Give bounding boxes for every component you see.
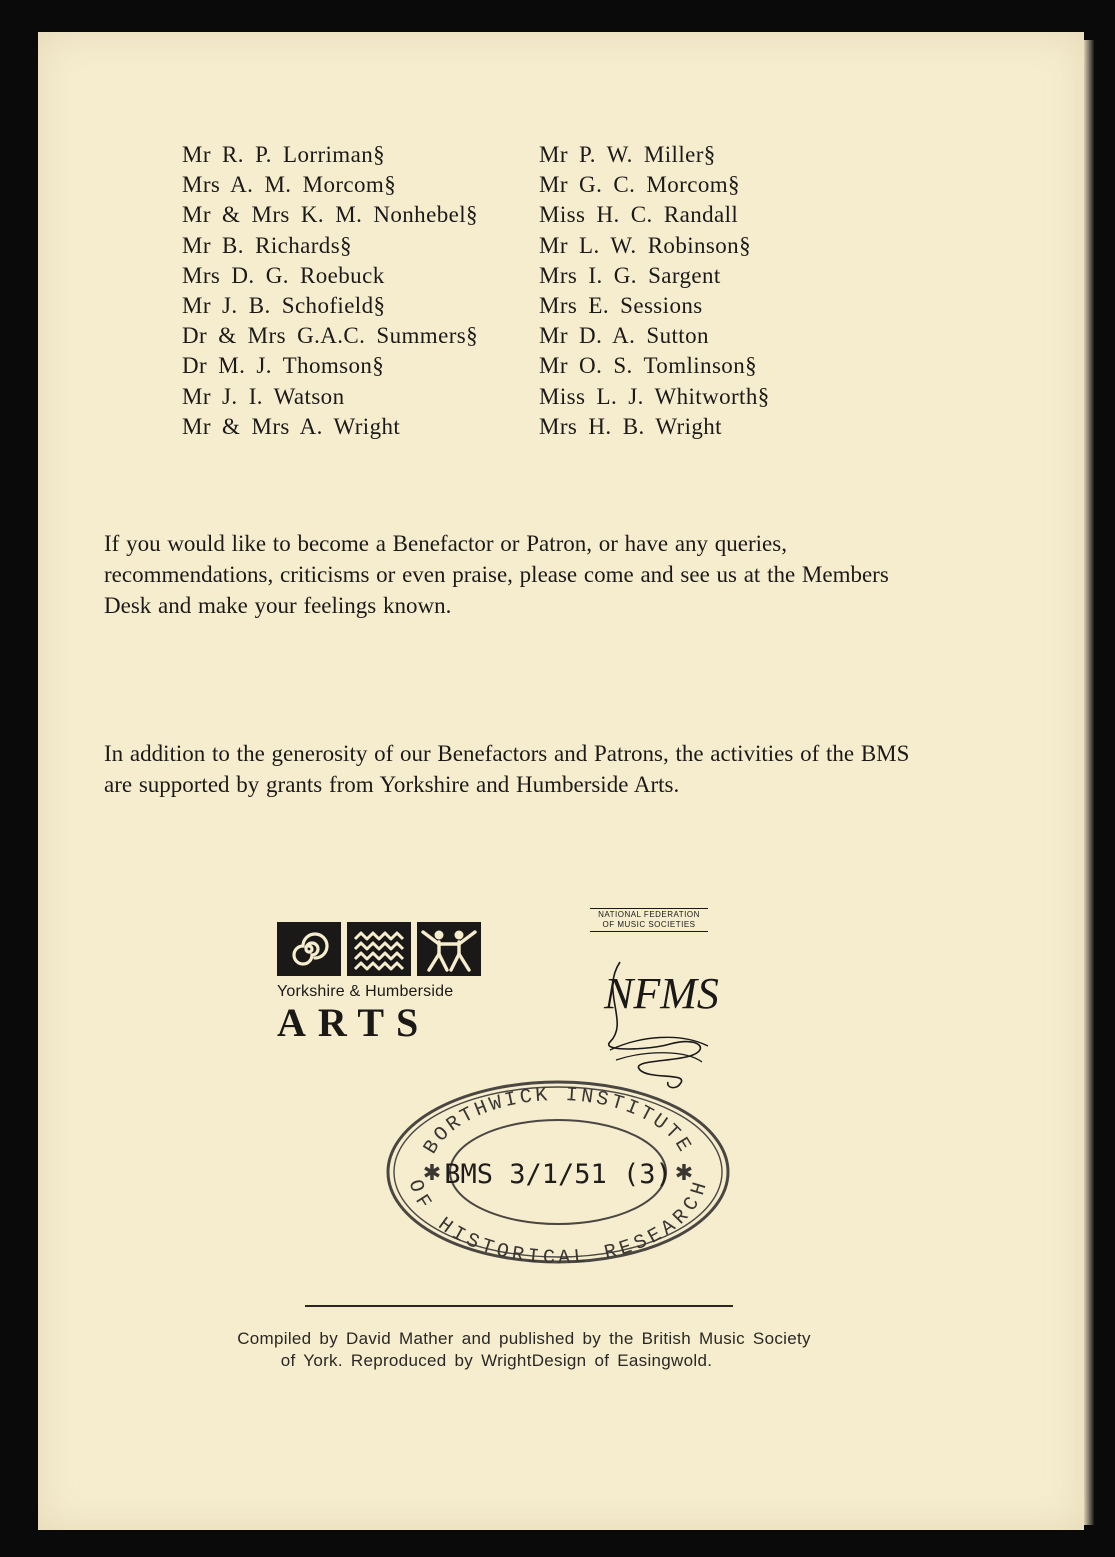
list-item: Mr G. C. Morcom§ xyxy=(539,172,740,198)
svg-text:BORTHWICK INSTITUTE xyxy=(419,1084,696,1159)
list-item: Mrs E. Sessions xyxy=(539,292,703,318)
star-icon: ✱ xyxy=(422,1160,442,1185)
list-item: Mr R. P. Lorriman§ xyxy=(182,142,385,167)
list-item: Mr L. W. Robinson§ xyxy=(539,232,751,258)
credits-line: Compiled by David Mather and published by the British Music Society xyxy=(237,1329,811,1348)
credits-line: of York. Reproduced by WrightDesign of Easingwold. xyxy=(280,1351,713,1370)
list-item: Mr J. B. Schofield§ xyxy=(182,292,386,318)
logo-title: ARTS xyxy=(277,1000,431,1045)
borthwick-institute-stamp xyxy=(378,1077,738,1267)
list-item: Mr O. S. Tomlinson§ xyxy=(539,353,758,379)
nfms-monogram: NFMS xyxy=(604,969,719,1018)
waves-icon xyxy=(347,922,411,976)
list-item: Miss H. C. Randall xyxy=(539,202,739,228)
page-edge xyxy=(1084,40,1094,1525)
stamp-reference: BMS 3/1/51 (3) xyxy=(444,1159,672,1190)
list-item: Mr & Mrs K. M. Nonhebel§ xyxy=(182,202,478,228)
benefactor-invitation-paragraph: If you would like to become a Benefactor or Patron, or have any queries, recommendations, criticisms or even praise, please come and see us at the Members Desk and make your feelings known. xyxy=(104,531,889,618)
nfms-logo xyxy=(590,908,720,1092)
stamp-arc-top: BORTHWICK INSTITUTE xyxy=(419,1084,697,1159)
nfms-heading: NATIONAL FEDERATION OF MUSIC SOCIETIES xyxy=(590,908,708,932)
list-item: Mr B. Richards§ xyxy=(182,232,352,258)
spiral-icon xyxy=(277,922,341,976)
stamp-arc-bottom: OF HISTORICAL RESEARCH xyxy=(402,1177,714,1267)
list-item: Mrs H. B. Wright xyxy=(539,413,722,439)
list-item: Mr P. W. Miller§ xyxy=(539,142,716,167)
dancers-icon xyxy=(417,922,481,976)
logo-subtitle: Yorkshire & Humberside xyxy=(277,983,454,1000)
svg-text:OF HISTORICAL RESEARCH xyxy=(403,1177,713,1267)
credits xyxy=(104,1328,944,1372)
list-item: Mr D. A. Sutton xyxy=(539,323,709,349)
benefactors-list xyxy=(182,140,842,442)
list-item: Miss L. J. Whitworth§ xyxy=(539,383,770,409)
list-item: Mr J. I. Watson xyxy=(182,383,345,409)
list-item: Dr M. J. Thomson§ xyxy=(182,353,385,379)
grants-paragraph: In addition to the generosity of our Benefactors and Patrons, the activities of the BMS are supported by grants from Yorkshire and Humberside Arts. xyxy=(104,741,910,797)
divider xyxy=(305,1305,733,1307)
list-item: Mrs A. M. Morcom§ xyxy=(182,172,397,198)
list-item: Mrs D. G. Roebuck xyxy=(182,262,385,288)
star-icon: ✱ xyxy=(674,1160,694,1185)
list-item: Mr & Mrs A. Wright xyxy=(182,413,401,439)
nfms-monogram-icon xyxy=(590,932,720,1092)
list-item: Dr & Mrs G.A.C. Summers§ xyxy=(182,323,479,349)
list-item: Mrs I. G. Sargent xyxy=(539,262,721,288)
yorkshire-humberside-arts-logo xyxy=(277,922,487,1043)
